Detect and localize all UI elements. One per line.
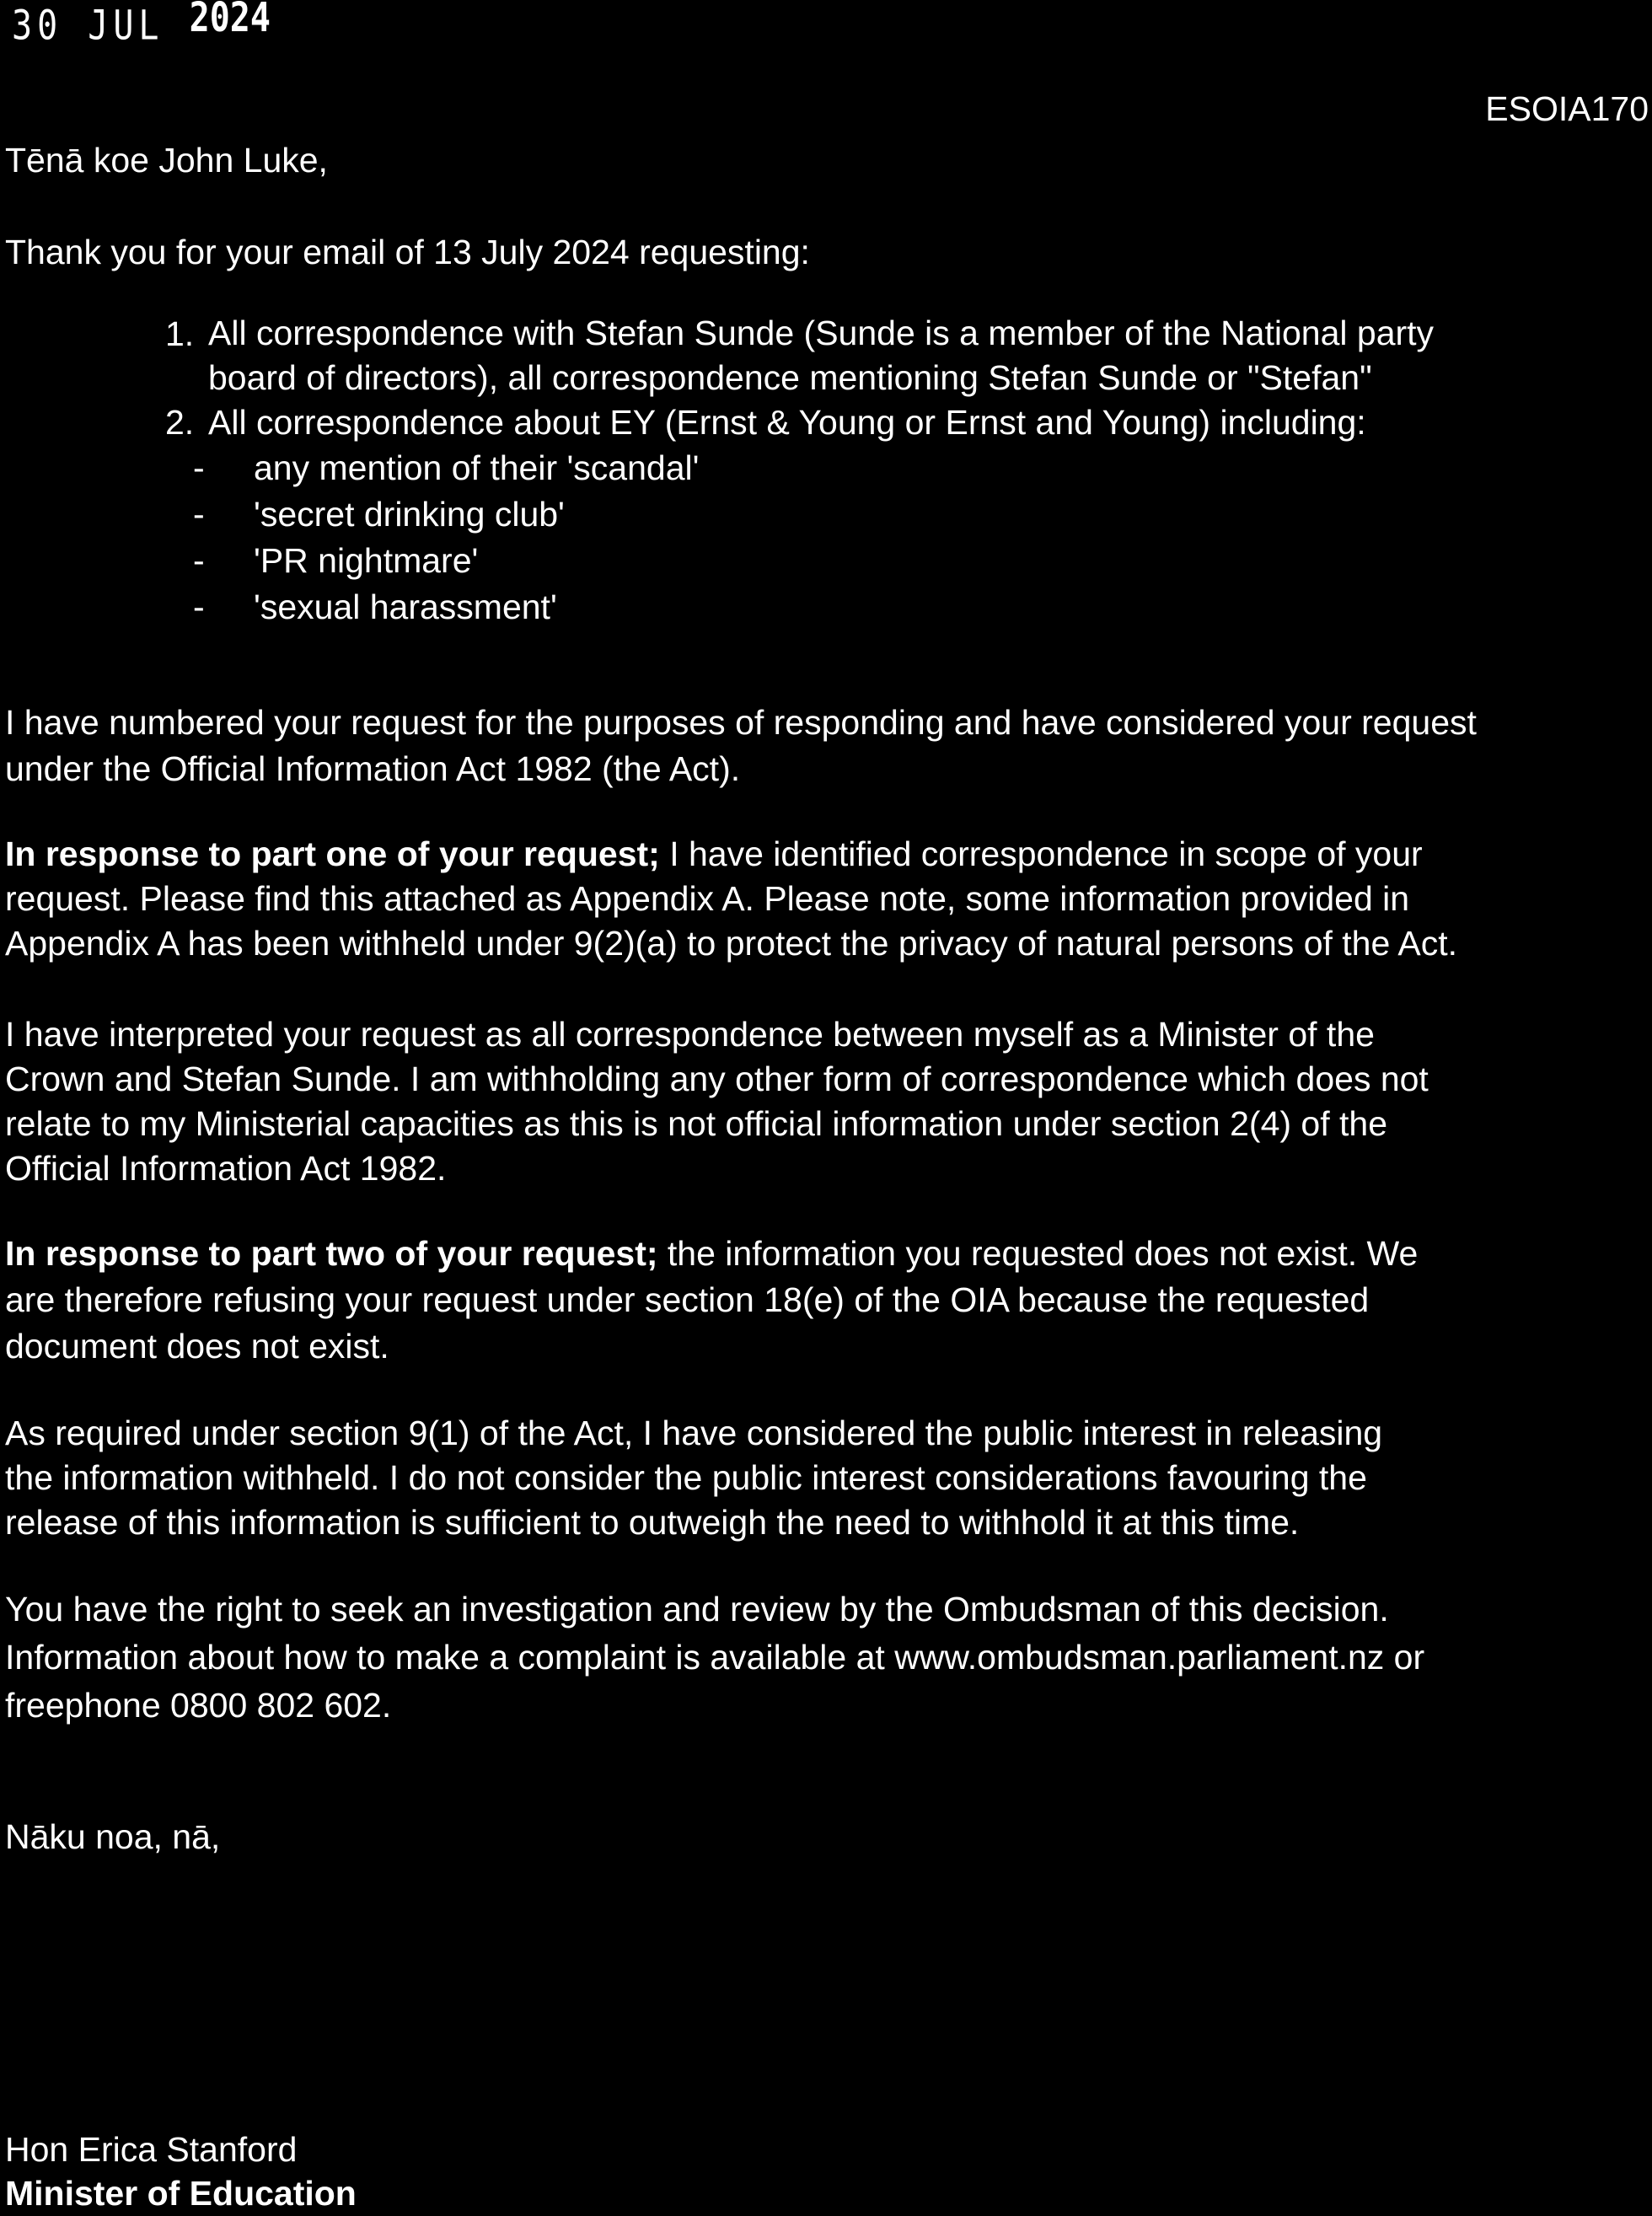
paragraph-line: under the Official Information Act 1982 (the Act).: [5, 749, 741, 788]
paragraph-ombudsman: [5, 1586, 1424, 1730]
date-stamp: [12, 0, 271, 50]
paragraph-line: Information about how to make a complaint is available at www.ombudsman.parliament.nz or: [5, 1638, 1425, 1677]
sub-item-dash: -: [193, 448, 205, 487]
paragraph-part-one: [5, 832, 1457, 966]
paragraph-line: I have interpreted your request as all correspondence between myself as a Minister of the: [5, 1015, 1375, 1054]
paragraph-interpreted: [5, 1012, 1429, 1191]
paragraph-line: are therefore refusing your request under section 18(e) of the OIA because the requested: [5, 1280, 1370, 1319]
stamp-month: JUL: [88, 3, 164, 50]
sub-item: 'secret drinking club': [254, 495, 565, 534]
sub-item-dash: -: [193, 541, 205, 580]
paragraph-line: Official Information Act 1982.: [5, 1149, 447, 1188]
request-line: All correspondence with Stefan Sunde (Sunde is a member of the National party: [208, 314, 1435, 352]
paragraph-line: As required under section 9(1) of the Act, I have considered the public interest in releasing: [5, 1414, 1383, 1452]
signatory-name: Hon Erica Stanford: [5, 2130, 298, 2169]
signatory-title: Minister of Education: [5, 2174, 357, 2213]
request-number-2: 2.: [165, 403, 195, 442]
intro: Thank you for your email of 13 July 2024 requesting:: [5, 233, 810, 271]
sub-item: 'PR nightmare': [254, 541, 479, 580]
paragraph-text: the information you requested does not exist. We: [657, 1234, 1419, 1273]
signoff: Nāku noa, nā,: [5, 1817, 221, 1856]
paragraph-line: Crown and Stefan Sunde. I am withholding any other form of correspondence which does not: [5, 1060, 1429, 1098]
paragraph-numbered: [5, 700, 1477, 792]
paragraph-text: I have identified correspondence in scope of your: [659, 834, 1423, 873]
part-two-heading: In response to part two of your request;: [5, 1234, 658, 1273]
paragraph-line: freephone 0800 802 602.: [5, 1686, 392, 1725]
paragraph-line: the information withheld. I do not consider the public interest considerations favouring the: [5, 1458, 1367, 1497]
stamp-year: 2024: [189, 0, 271, 41]
sub-item-dash: -: [193, 588, 205, 626]
paragraph-public-interest: [5, 1411, 1382, 1545]
paragraph-part-two: [5, 1231, 1418, 1370]
greeting: Tēnā koe John Luke,: [5, 141, 328, 180]
sub-item: 'sexual harassment': [254, 588, 557, 626]
part-one-heading: In response to part one of your request;: [5, 834, 660, 873]
paragraph-line: relate to my Ministerial capacities as this is not official information under section 2(4) of the: [5, 1104, 1387, 1143]
paragraph-line: You have the right to seek an investigation and review by the Ombudsman of this decision.: [5, 1590, 1389, 1628]
request-item-1: [208, 311, 1434, 400]
stamp-day: 30: [12, 3, 63, 50]
request-number-1: 1.: [165, 314, 195, 353]
paragraph-line: document does not exist.: [5, 1327, 389, 1366]
request-line: board of directors), all correspondence mentioning Stefan Sunde or "Stefan": [208, 358, 1372, 397]
sub-item-dash: -: [193, 495, 205, 534]
paragraph-line: I have numbered your request for the purposes of responding and have considered your request: [5, 703, 1477, 742]
paragraph-line: release of this information is sufficient to outweigh the need to withhold it at this time.: [5, 1503, 1300, 1542]
sub-item: any mention of their 'scandal': [254, 448, 700, 487]
paragraph-line: request. Please find this attached as Appendix A. Please note, some information provided in: [5, 879, 1410, 918]
paragraph-line: Appendix A has been withheld under 9(2)(a) to protect the privacy of natural persons of the Act.: [5, 924, 1458, 963]
request-item-2: All correspondence about EY (Ernst & Young or Ernst and Young) including:: [208, 403, 1366, 442]
reference-number: ESOIA170: [1485, 89, 1649, 128]
